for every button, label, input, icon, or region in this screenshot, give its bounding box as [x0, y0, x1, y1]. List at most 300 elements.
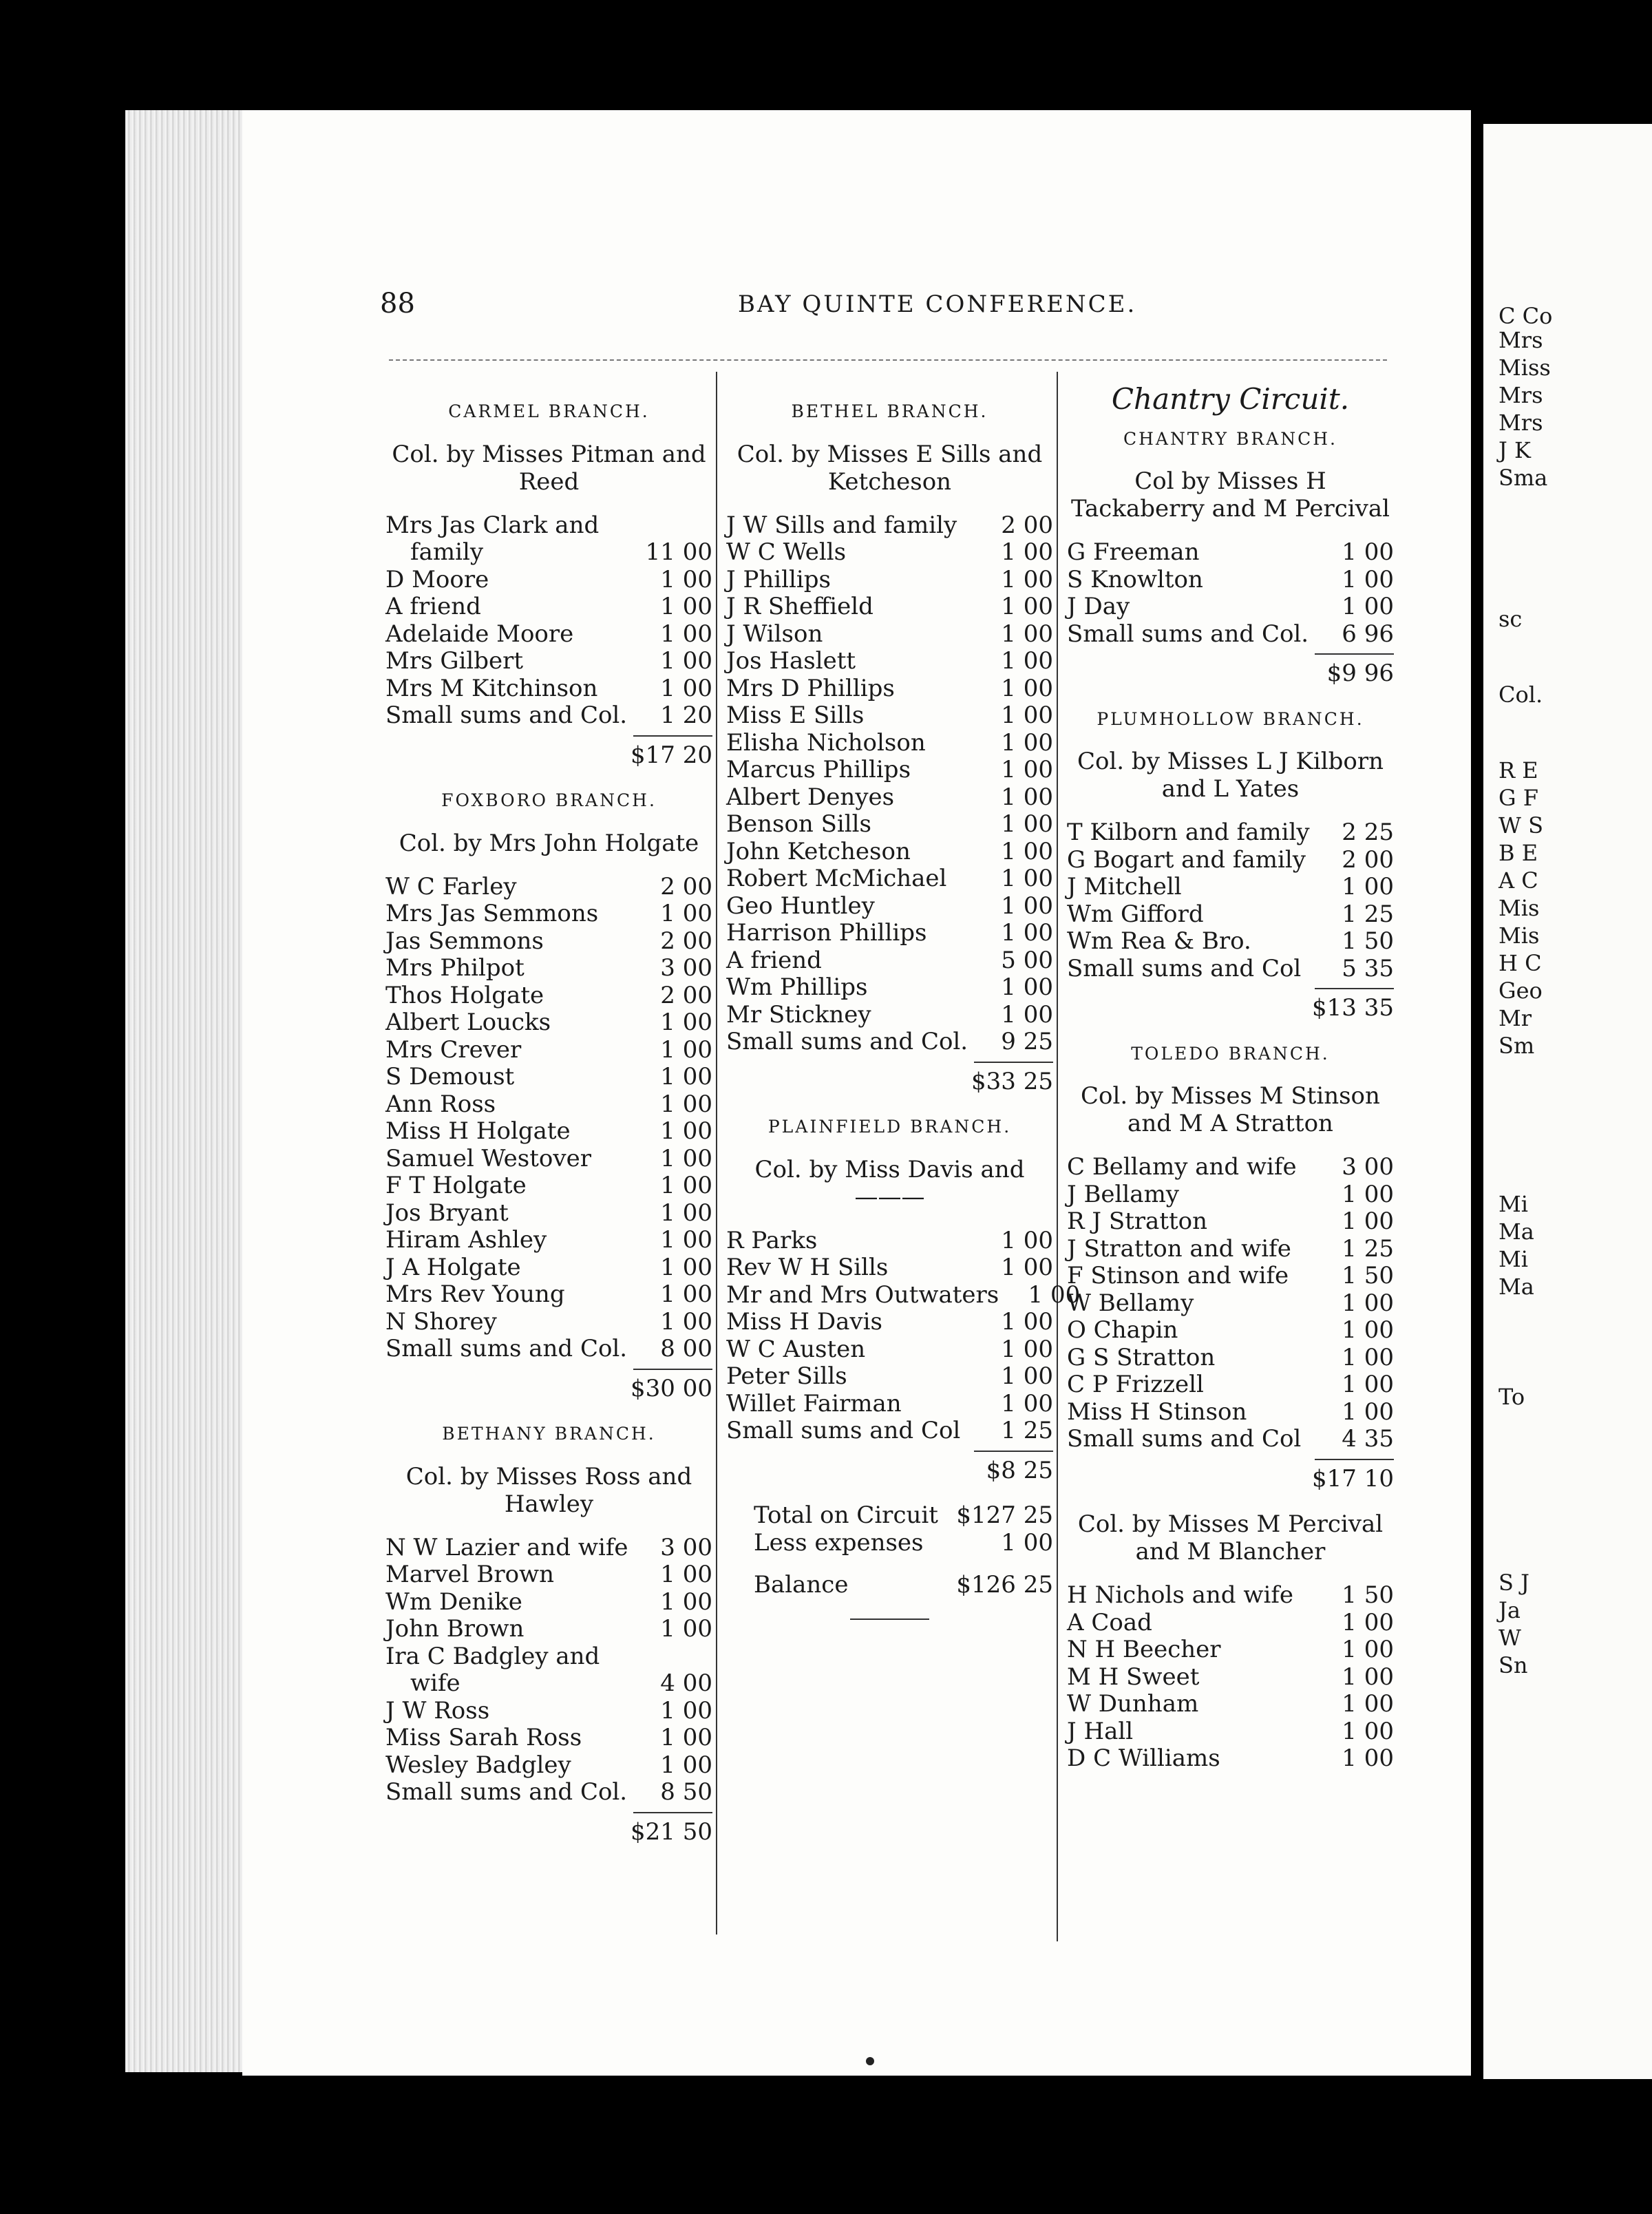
- entry-name: Willet Fairman: [726, 1389, 902, 1417]
- entry-amount: 1 00: [1342, 1343, 1394, 1371]
- entry-name: Hiram Ashley: [385, 1226, 547, 1254]
- branch-total-row: [1067, 1466, 1394, 1493]
- facing-page-text: J K: [1499, 437, 1531, 463]
- entry-amount: 1 00: [660, 1035, 712, 1064]
- entry-name: Small sums and Col.: [726, 1028, 968, 1055]
- facing-page-text: Ma: [1499, 1219, 1534, 1245]
- entry-amount: 1 00: [1001, 1389, 1053, 1417]
- entry-row: [1067, 1399, 1394, 1426]
- branch-total: $13 35: [1312, 994, 1394, 1022]
- entry-amount: 1 00: [660, 1280, 712, 1308]
- column-divider: [716, 372, 717, 1934]
- entry-row: [385, 1118, 712, 1146]
- entry-row: [726, 1417, 1053, 1445]
- entry-amount: 1 00: [660, 1724, 712, 1751]
- entry-amount: 1 00: [1001, 892, 1053, 920]
- expenses-label: Less expenses: [754, 1528, 924, 1557]
- entry-row-continued: [385, 1670, 712, 1698]
- entry-name: O Chapin: [1067, 1316, 1178, 1344]
- entry-name: Miss H Davis: [726, 1308, 882, 1336]
- entry-row: [385, 621, 712, 649]
- facing-page-text: A C: [1499, 867, 1538, 894]
- facing-page-text: H C: [1499, 950, 1542, 976]
- entry-row: [726, 865, 1053, 893]
- entry-name: Wm Gifford: [1067, 900, 1204, 928]
- branch-total-row: [726, 1457, 1053, 1485]
- entry-amount: 1 00: [1001, 538, 1053, 566]
- entry-row: [385, 512, 712, 540]
- sum-rule: [1315, 653, 1394, 655]
- entry-row: [385, 1616, 712, 1643]
- entry-row: [1067, 1345, 1394, 1372]
- entry-row: [385, 1698, 712, 1725]
- facing-page-fragment: [1483, 124, 1652, 2079]
- branch-title: CARMEL BRANCH.: [448, 401, 650, 421]
- entry-row: [1067, 1208, 1394, 1236]
- branch-title: BETHANY BRANCH.: [442, 1424, 656, 1444]
- entry-name: J Phillips: [726, 565, 831, 593]
- entry-name: Miss Sarah Ross: [385, 1724, 582, 1751]
- entry-name: J R Sheffield: [726, 593, 873, 620]
- entry-row: [385, 1009, 712, 1037]
- entry-row: [385, 1281, 712, 1309]
- entry-row: [385, 1561, 712, 1589]
- entry-amount: 1 00: [1342, 593, 1394, 620]
- sum-rule: [1315, 1459, 1394, 1460]
- entry-amount: 1 00: [1342, 1371, 1394, 1398]
- branch-section: [1067, 706, 1394, 1022]
- entry-amount: 2 00: [660, 981, 712, 1009]
- entry-name: W Dunham: [1067, 1690, 1199, 1718]
- entry-name-continued: family: [410, 538, 484, 566]
- facing-page-text: To: [1499, 1384, 1525, 1410]
- entry-amount: 2 25: [1342, 819, 1394, 846]
- entry-amount: 1 00: [660, 565, 712, 593]
- collector-line: Col. by Misses Ross and Hawley: [405, 1462, 692, 1518]
- entry-amount: 1 00: [1342, 1717, 1394, 1745]
- entry-row: [385, 1779, 712, 1806]
- entry-name: N Shorey: [385, 1307, 497, 1336]
- entry-row: [726, 947, 1053, 975]
- entry-name: S Demoust: [385, 1063, 515, 1090]
- collector-line: Col. by Miss Davis and ———: [754, 1155, 1025, 1211]
- entry-row: [726, 675, 1053, 703]
- entry-amount: 1 00: [1001, 973, 1053, 1001]
- entry-amount: 1 00: [1001, 1308, 1053, 1336]
- branch-section: [385, 787, 712, 1402]
- facing-page-text: Mis: [1499, 895, 1540, 921]
- entry-name: John Brown: [385, 1615, 525, 1643]
- entry-row: [726, 621, 1053, 649]
- branch-total: $9 96: [1326, 660, 1394, 687]
- entry-amount: 2 00: [1342, 845, 1394, 874]
- entry-amount: 11 00: [645, 538, 712, 566]
- branch-total-row: [1067, 995, 1394, 1022]
- entry-row: [1067, 819, 1394, 847]
- entry-amount: 8 00: [660, 1335, 712, 1362]
- entry-row: [726, 593, 1053, 621]
- entry-amount: 4 35: [1342, 1425, 1394, 1453]
- entry-amount: 1 00: [1001, 1000, 1053, 1029]
- entry-row: [1067, 1181, 1394, 1209]
- collector-line: Col. by Misses Pitman and Reed: [392, 440, 706, 496]
- entry-name: Small sums and Col.: [385, 702, 628, 729]
- entry-amount: 1 00: [1342, 538, 1394, 566]
- entry-amount: 1 00: [660, 1615, 712, 1643]
- facing-page-text: Ma: [1499, 1274, 1534, 1300]
- branch-section: [1067, 1040, 1394, 1493]
- entry-row: [385, 1172, 712, 1200]
- entry-name: Albert Loucks: [385, 1009, 551, 1036]
- entry-name: Harrison Phillips: [726, 919, 927, 947]
- entry-row: [1067, 928, 1394, 956]
- entry-amount: 9 25: [1001, 1028, 1053, 1055]
- branch-title: FOXBORO BRANCH.: [441, 790, 657, 810]
- entry-row: [726, 567, 1053, 594]
- branch-total: $8 25: [986, 1456, 1053, 1484]
- book-page-edges: [125, 110, 246, 2072]
- entry-amount: 8 50: [660, 1778, 712, 1806]
- entry-row: [1067, 956, 1394, 983]
- entry-name: Small sums and Col.: [1067, 620, 1309, 648]
- entry-amount: 1 00: [1001, 810, 1053, 838]
- facing-page-text: Ja: [1499, 1597, 1521, 1623]
- sum-rule: [633, 735, 712, 737]
- entry-name: R Parks: [726, 1226, 818, 1254]
- entry-name: Small sums and Col.: [385, 1778, 628, 1806]
- entry-row: [385, 675, 712, 703]
- entry-name: C P Frizzell: [1067, 1371, 1204, 1398]
- collector-line: Col by Misses H Tackaberry and M Percival: [1071, 467, 1390, 523]
- entry-amount: 6 96: [1342, 620, 1394, 648]
- facing-page-text: Mrs: [1499, 382, 1543, 408]
- entry-name: M H Sweet: [1067, 1663, 1200, 1691]
- entry-row: [385, 955, 712, 982]
- entry-row: [385, 874, 712, 901]
- facing-page-text: Mis: [1499, 922, 1540, 949]
- entry-amount: 1 00: [660, 1588, 712, 1616]
- sum-rule: [633, 1812, 712, 1813]
- entry-amount: 1 00: [1342, 1636, 1394, 1663]
- entry-amount: 1 00: [1342, 1398, 1394, 1426]
- entry-row: [1067, 1691, 1394, 1718]
- entry-amount: 1 00: [1342, 1663, 1394, 1691]
- entry-row: [1067, 1371, 1394, 1399]
- entry-name: J W Ross: [385, 1696, 490, 1725]
- entry-amount: 1 00: [660, 1226, 712, 1254]
- facing-page-text: Col.: [1499, 682, 1543, 708]
- entry-amount: 1 00: [1342, 1208, 1394, 1235]
- circuit-total-row: [726, 1502, 1053, 1530]
- branch-section: [385, 398, 712, 769]
- entry-amount: 1 00: [660, 1009, 712, 1036]
- entry-amount: 1 00: [1001, 1226, 1053, 1254]
- entry-row: [1067, 1745, 1394, 1773]
- entry-amount: 1 20: [660, 702, 712, 729]
- entry-name: Mrs Philpot: [385, 954, 525, 982]
- entry-name: N H Beecher: [1067, 1636, 1221, 1663]
- spacer: [726, 1557, 1053, 1572]
- entry-row: [726, 1002, 1053, 1029]
- entry-row: [726, 702, 1053, 730]
- entry-amount: 1 00: [660, 1090, 712, 1118]
- circuit-total-value: $127 25: [956, 1501, 1053, 1529]
- entry-name: J Bellamy: [1067, 1180, 1180, 1208]
- entry-amount: 1 00: [1001, 1362, 1053, 1390]
- entry-amount: 1 00: [660, 620, 712, 648]
- entry-name: W Bellamy: [1067, 1289, 1194, 1317]
- entry-name: Benson Sills: [726, 810, 871, 838]
- entry-name: Adelaide Moore: [385, 620, 574, 648]
- facing-page-text: S J: [1499, 1570, 1529, 1596]
- facing-page-text: Mrs: [1499, 410, 1543, 436]
- entry-amount: 3 00: [660, 1533, 712, 1561]
- entry-amount: 1 00: [660, 1117, 712, 1145]
- entry-amount: 1 00: [660, 647, 712, 675]
- entry-row: [1067, 1317, 1394, 1345]
- entry-name: Jos Bryant: [385, 1199, 509, 1227]
- entry-row: [1067, 621, 1394, 649]
- entry-amount: 1 00: [1001, 565, 1053, 593]
- entry-name: Elisha Nicholson: [726, 728, 926, 757]
- entry-amount: 1 00: [1028, 1280, 1081, 1309]
- page-number: 88: [380, 288, 415, 319]
- entry-amount: 1 25: [1001, 1417, 1053, 1444]
- entry-row: [726, 539, 1053, 567]
- facing-page-text: W S: [1499, 812, 1543, 839]
- running-head: BAY QUINTE CONFERENCE.: [738, 291, 1137, 318]
- entry-amount: 1 00: [1001, 919, 1053, 947]
- entry-amount: 1 00: [660, 1253, 712, 1281]
- branch-total: $17 20: [631, 741, 712, 769]
- entry-name: Ann Ross: [385, 1090, 496, 1118]
- entry-amount: 5 00: [1001, 946, 1053, 974]
- entry-row: [726, 811, 1053, 839]
- branch-total: $17 10: [1312, 1464, 1394, 1493]
- entry-name: Albert Denyes: [726, 783, 895, 811]
- entry-name: Ira C Badgley and: [385, 1642, 600, 1670]
- collector-line: Col. by Misses M Stinson and M A Stratton: [1081, 1082, 1380, 1137]
- entry-row: [1067, 1664, 1394, 1691]
- entry-row: [385, 567, 712, 594]
- branch-total-row: [385, 1375, 712, 1403]
- entry-name: N W Lazier and wife: [385, 1533, 628, 1561]
- entry-amount: 1 00: [1342, 1608, 1394, 1636]
- entry-name: A friend: [726, 946, 822, 974]
- entry-row: [385, 1535, 712, 1562]
- entry-row: [385, 1091, 712, 1119]
- entry-name: Small sums and Col: [1067, 954, 1302, 982]
- collector-line: Col. by Mrs John Holgate: [399, 829, 699, 857]
- entry-row: [385, 1589, 712, 1616]
- branch-total-row: [385, 742, 712, 770]
- balance-row: [726, 1572, 1053, 1599]
- entry-amount: 1 00: [660, 1696, 712, 1725]
- entry-name: A Coad: [1067, 1608, 1152, 1636]
- entry-name: Thos Holgate: [385, 981, 544, 1009]
- entry-name: Mrs Rev Young: [385, 1280, 565, 1308]
- entry-amount: 1 00: [660, 1063, 712, 1090]
- entry-name: C Bellamy and wife: [1067, 1153, 1297, 1181]
- entry-row: [385, 1037, 712, 1064]
- entry-amount: 1 50: [1342, 1581, 1394, 1609]
- branch-total: $33 25: [971, 1067, 1053, 1095]
- entry-name: J Wilson: [726, 620, 823, 648]
- entry-name: Rev W H Sills: [726, 1254, 889, 1281]
- entry-row: [385, 702, 712, 730]
- header-rule: [389, 359, 1387, 361]
- branch-title: CHANTRY BRANCH.: [1123, 428, 1338, 449]
- entry-amount: 1 00: [1342, 1744, 1394, 1772]
- entry-amount: 1 00: [1342, 565, 1394, 593]
- collector-line: Col. by Misses L J Kilborn and L Yates: [1077, 748, 1384, 803]
- collector-line: Col. by Misses E Sills and Ketcheson: [737, 440, 1043, 496]
- entry-name: John Ketcheson: [726, 837, 911, 865]
- entry-name: Wm Phillips: [726, 973, 868, 1001]
- facing-page-text: C Co: [1499, 303, 1553, 329]
- entry-name: Mrs Gilbert: [385, 647, 524, 675]
- entry-amount: 1 25: [1342, 1234, 1394, 1263]
- entry-name: W C Wells: [726, 538, 847, 566]
- entry-amount: 3 00: [1342, 1153, 1394, 1181]
- entry-amount: 1 00: [660, 1199, 712, 1227]
- entry-amount: 1 00: [660, 1307, 712, 1336]
- entry-row: [1067, 901, 1394, 929]
- entry-amount: 1 00: [1342, 1316, 1394, 1344]
- entry-name: F Stinson and wife: [1067, 1262, 1289, 1289]
- entry-name: Small sums and Col: [1067, 1425, 1302, 1453]
- entry-amount: 1 00: [1342, 1180, 1394, 1208]
- entry-row: [385, 1254, 712, 1282]
- entry-name: Jos Haslett: [726, 647, 856, 675]
- entry-name: Samuel Westover: [385, 1144, 591, 1172]
- branch-total-row: [385, 1819, 712, 1846]
- entry-amount: 3 00: [660, 954, 712, 982]
- entry-amount: 1 00: [1001, 674, 1053, 702]
- entry-amount: 1 00: [1342, 873, 1394, 900]
- entry-amount: 1 00: [660, 1172, 712, 1199]
- entry-row: [726, 893, 1053, 920]
- circuit-title: Chantry Circuit.: [1111, 382, 1350, 416]
- balance-label: Balance: [754, 1571, 849, 1599]
- entry-row: [385, 1227, 712, 1254]
- column-2: [726, 386, 1081, 1620]
- collector-line: Col. by Misses M Percival and M Blancher: [1077, 1510, 1384, 1565]
- entry-name: Mrs Jas Semmons: [385, 900, 599, 927]
- entry-row: [1067, 1582, 1394, 1610]
- entry-row-continued: [385, 539, 712, 567]
- entry-name: G Bogart and family: [1067, 845, 1306, 874]
- entry-row: [1067, 1636, 1394, 1664]
- entry-amount: 1 00: [1001, 728, 1053, 757]
- column-1: [385, 386, 712, 1864]
- entry-name: J Day: [1067, 593, 1130, 620]
- entry-row: [726, 1227, 1053, 1255]
- entry-name: Peter Sills: [726, 1362, 847, 1390]
- column-3: [1067, 382, 1394, 1788]
- entry-row: [726, 1336, 1053, 1364]
- entry-row: [1067, 874, 1394, 901]
- facing-page-text: Mi: [1499, 1191, 1528, 1217]
- entry-amount: 1 00: [660, 1144, 712, 1172]
- expenses-value: 1 00: [1001, 1528, 1053, 1557]
- entry-amount: 1 00: [1001, 837, 1053, 865]
- entry-name: F T Holgate: [385, 1172, 527, 1199]
- entry-row: [726, 974, 1053, 1002]
- branch-section: [1067, 425, 1394, 688]
- branch-section: [726, 398, 1053, 1095]
- entry-amount: 2 00: [660, 872, 712, 900]
- facing-page-text: G F: [1499, 785, 1538, 811]
- facing-page-text: B E: [1499, 840, 1538, 866]
- entry-amount: 1 00: [660, 1751, 712, 1779]
- entry-row: [726, 1254, 1053, 1282]
- entry-name: T Kilborn and family: [1067, 819, 1310, 846]
- entry-row: [1067, 567, 1394, 594]
- sum-rule: [633, 1369, 712, 1370]
- entry-name: Jas Semmons: [385, 927, 544, 955]
- entry-row: [385, 1752, 712, 1780]
- branch-section: [1067, 1510, 1394, 1788]
- facing-page-text: Miss: [1499, 355, 1551, 381]
- entry-name: D C Williams: [1067, 1744, 1220, 1772]
- branch-title: PLUMHOLLOW BRANCH.: [1097, 708, 1364, 729]
- entry-name: R J Stratton: [1067, 1208, 1208, 1235]
- entry-amount: 5 35: [1342, 954, 1394, 982]
- entry-name: Wm Denike: [385, 1588, 522, 1616]
- entry-amount: 2 00: [660, 927, 712, 955]
- entry-amount: 1 00: [660, 900, 712, 927]
- entry-row: [726, 1280, 1081, 1309]
- entry-row: [385, 900, 712, 928]
- entry-name: Marvel Brown: [385, 1561, 555, 1588]
- circuit-total-label: Total on Circuit: [754, 1501, 938, 1529]
- entry-name: Small sums and Col: [726, 1417, 961, 1444]
- entry-amount: 1 50: [1342, 1262, 1394, 1289]
- entry-amount: 1 00: [1001, 1335, 1053, 1363]
- entry-name: W C Austen: [726, 1335, 866, 1363]
- facing-page-text: sc: [1499, 606, 1523, 632]
- sum-rule: [974, 1451, 1053, 1452]
- entry-name: Mrs Jas Clark and: [385, 511, 600, 539]
- expenses-row: [726, 1530, 1053, 1557]
- branch-total: $21 50: [631, 1817, 712, 1846]
- entry-row: [385, 982, 712, 1010]
- entry-name: W C Farley: [385, 872, 517, 900]
- entry-amount: 1 00: [1001, 783, 1053, 811]
- entry-row: [726, 512, 1053, 540]
- entry-amount: 1 00: [1001, 756, 1053, 783]
- entry-row: [1067, 1236, 1394, 1263]
- entry-amount: 1 00: [1001, 647, 1053, 675]
- entry-row: [1067, 593, 1394, 621]
- entry-row: [385, 648, 712, 675]
- entry-name: Mr Stickney: [726, 1000, 871, 1029]
- facing-page-text: Sn: [1499, 1652, 1528, 1678]
- facing-page-text: Sma: [1499, 465, 1548, 491]
- entry-amount: 1 50: [1342, 927, 1394, 955]
- page-mark: [866, 2057, 874, 2065]
- entry-row: [726, 1391, 1053, 1418]
- entry-amount: 4 00: [660, 1669, 712, 1697]
- entry-amount: 1 00: [1342, 1289, 1394, 1317]
- entry-amount: 1 00: [1342, 1690, 1394, 1718]
- branch-total: $30 00: [631, 1374, 712, 1402]
- entry-row: [1067, 1154, 1394, 1181]
- facing-page-text: Geo: [1499, 978, 1543, 1004]
- entry-row: [385, 1200, 712, 1227]
- entry-name: Mrs M Kitchinson: [385, 674, 598, 702]
